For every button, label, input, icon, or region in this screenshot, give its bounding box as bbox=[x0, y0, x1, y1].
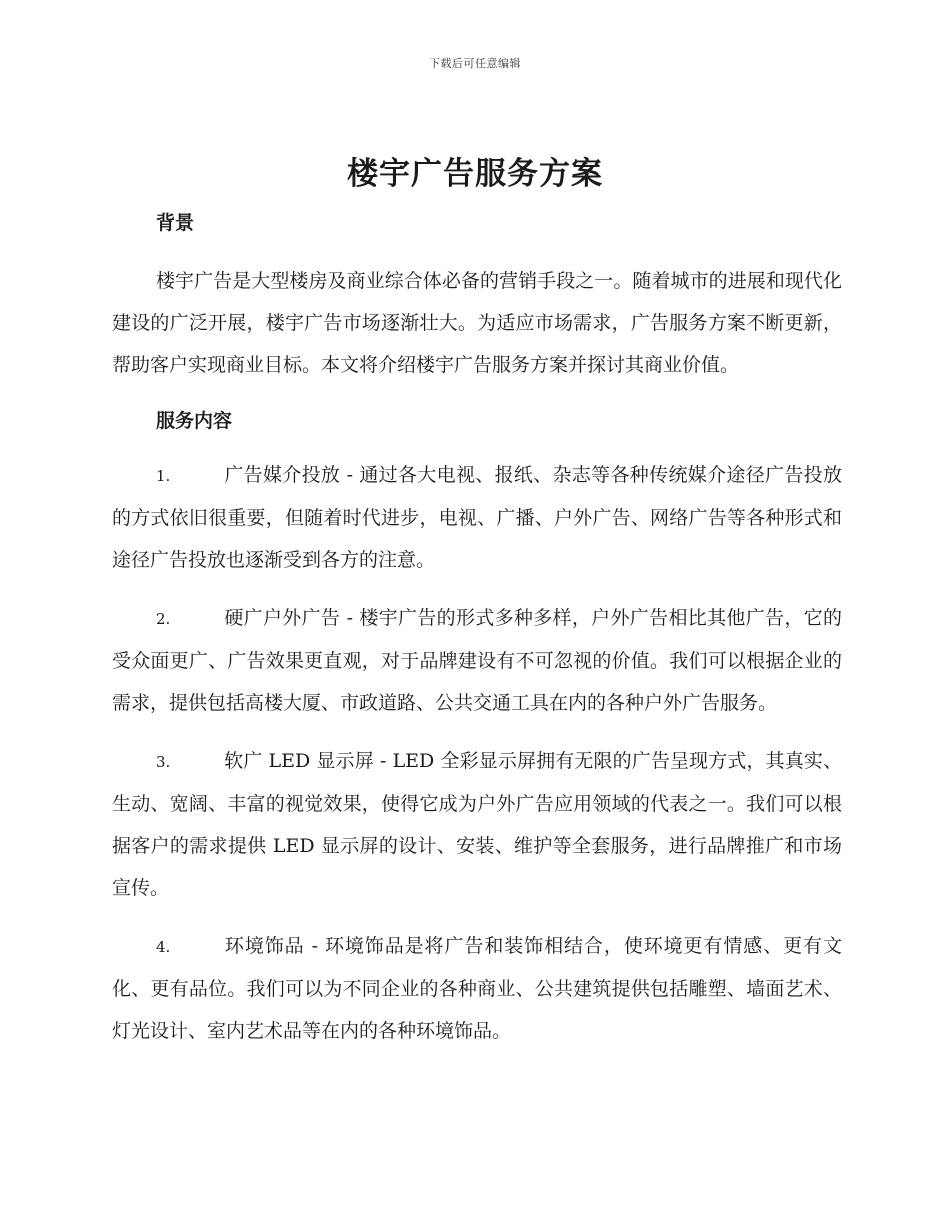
service-item-3 bbox=[112, 740, 842, 909]
document-body bbox=[112, 200, 842, 1052]
service-item-text: 广告媒介投放 - 通过各大电视、报纸、杂志等各种传统媒介途径广告投放的方式依旧很重要，但随着时代进步，电视、广播、户外广告、网络广告等各种形式和途径广告投放也逐渐受到各方的注意。 bbox=[112, 464, 842, 571]
background-paragraph: 楼宇广告是大型楼房及商业综合体必备的营销手段之一。随着城市的进展和现代化建设的广泛开展，楼宇广告市场逐渐壮大。为适应市场需求，广告服务方案不断更新，帮助客户实现商业目标。本文将介绍楼宇广告服务方案并探讨其商业价值。 bbox=[112, 270, 842, 376]
service-item-1 bbox=[112, 454, 842, 581]
service-item-2 bbox=[112, 597, 842, 724]
service-item-number: 1. bbox=[156, 467, 171, 485]
service-item-text: 硬广户外广告 - 楼宇广告的形式多种多样，户外广告相比其他广告，它的受众面更广、广告效果更直观，对于品牌建设有不可忽视的价值。我们可以根据企业的需求，提供包括高楼大厦、市政道路、公共交通工具在内的各种户外广告服务。 bbox=[112, 607, 842, 714]
document-title: 楼宇广告服务方案 bbox=[347, 156, 603, 192]
section-heading-background: 背景 bbox=[156, 212, 195, 234]
service-item-text: 软广 LED 显示屏 - LED 全彩显示屏拥有无限的广告呈现方式，其真实、生动、宽阔、丰富的视觉效果，使得它成为户外广告应用领域的代表之一。我们可以根据客户的需求提供 LED 显示屏的设计、安装、维护等全套服务，进行品牌推广和市场宣传。 bbox=[112, 750, 842, 899]
section-heading-services: 服务内容 bbox=[156, 410, 233, 432]
header-note: 下载后可任意编辑 bbox=[429, 57, 521, 70]
service-item-number: 2. bbox=[156, 610, 171, 628]
service-item-number: 3. bbox=[156, 753, 171, 771]
service-item-4 bbox=[112, 925, 842, 1052]
service-item-number: 4. bbox=[156, 938, 171, 956]
service-item-text: 环境饰品 - 环境饰品是将广告和装饰相结合，使环境更有情感、更有文化、更有品位。我们可以为不同企业的各种商业、公共建筑提供包括雕塑、墙面艺术、灯光设计、室内艺术品等在内的各种环境饰品。 bbox=[112, 935, 842, 1042]
